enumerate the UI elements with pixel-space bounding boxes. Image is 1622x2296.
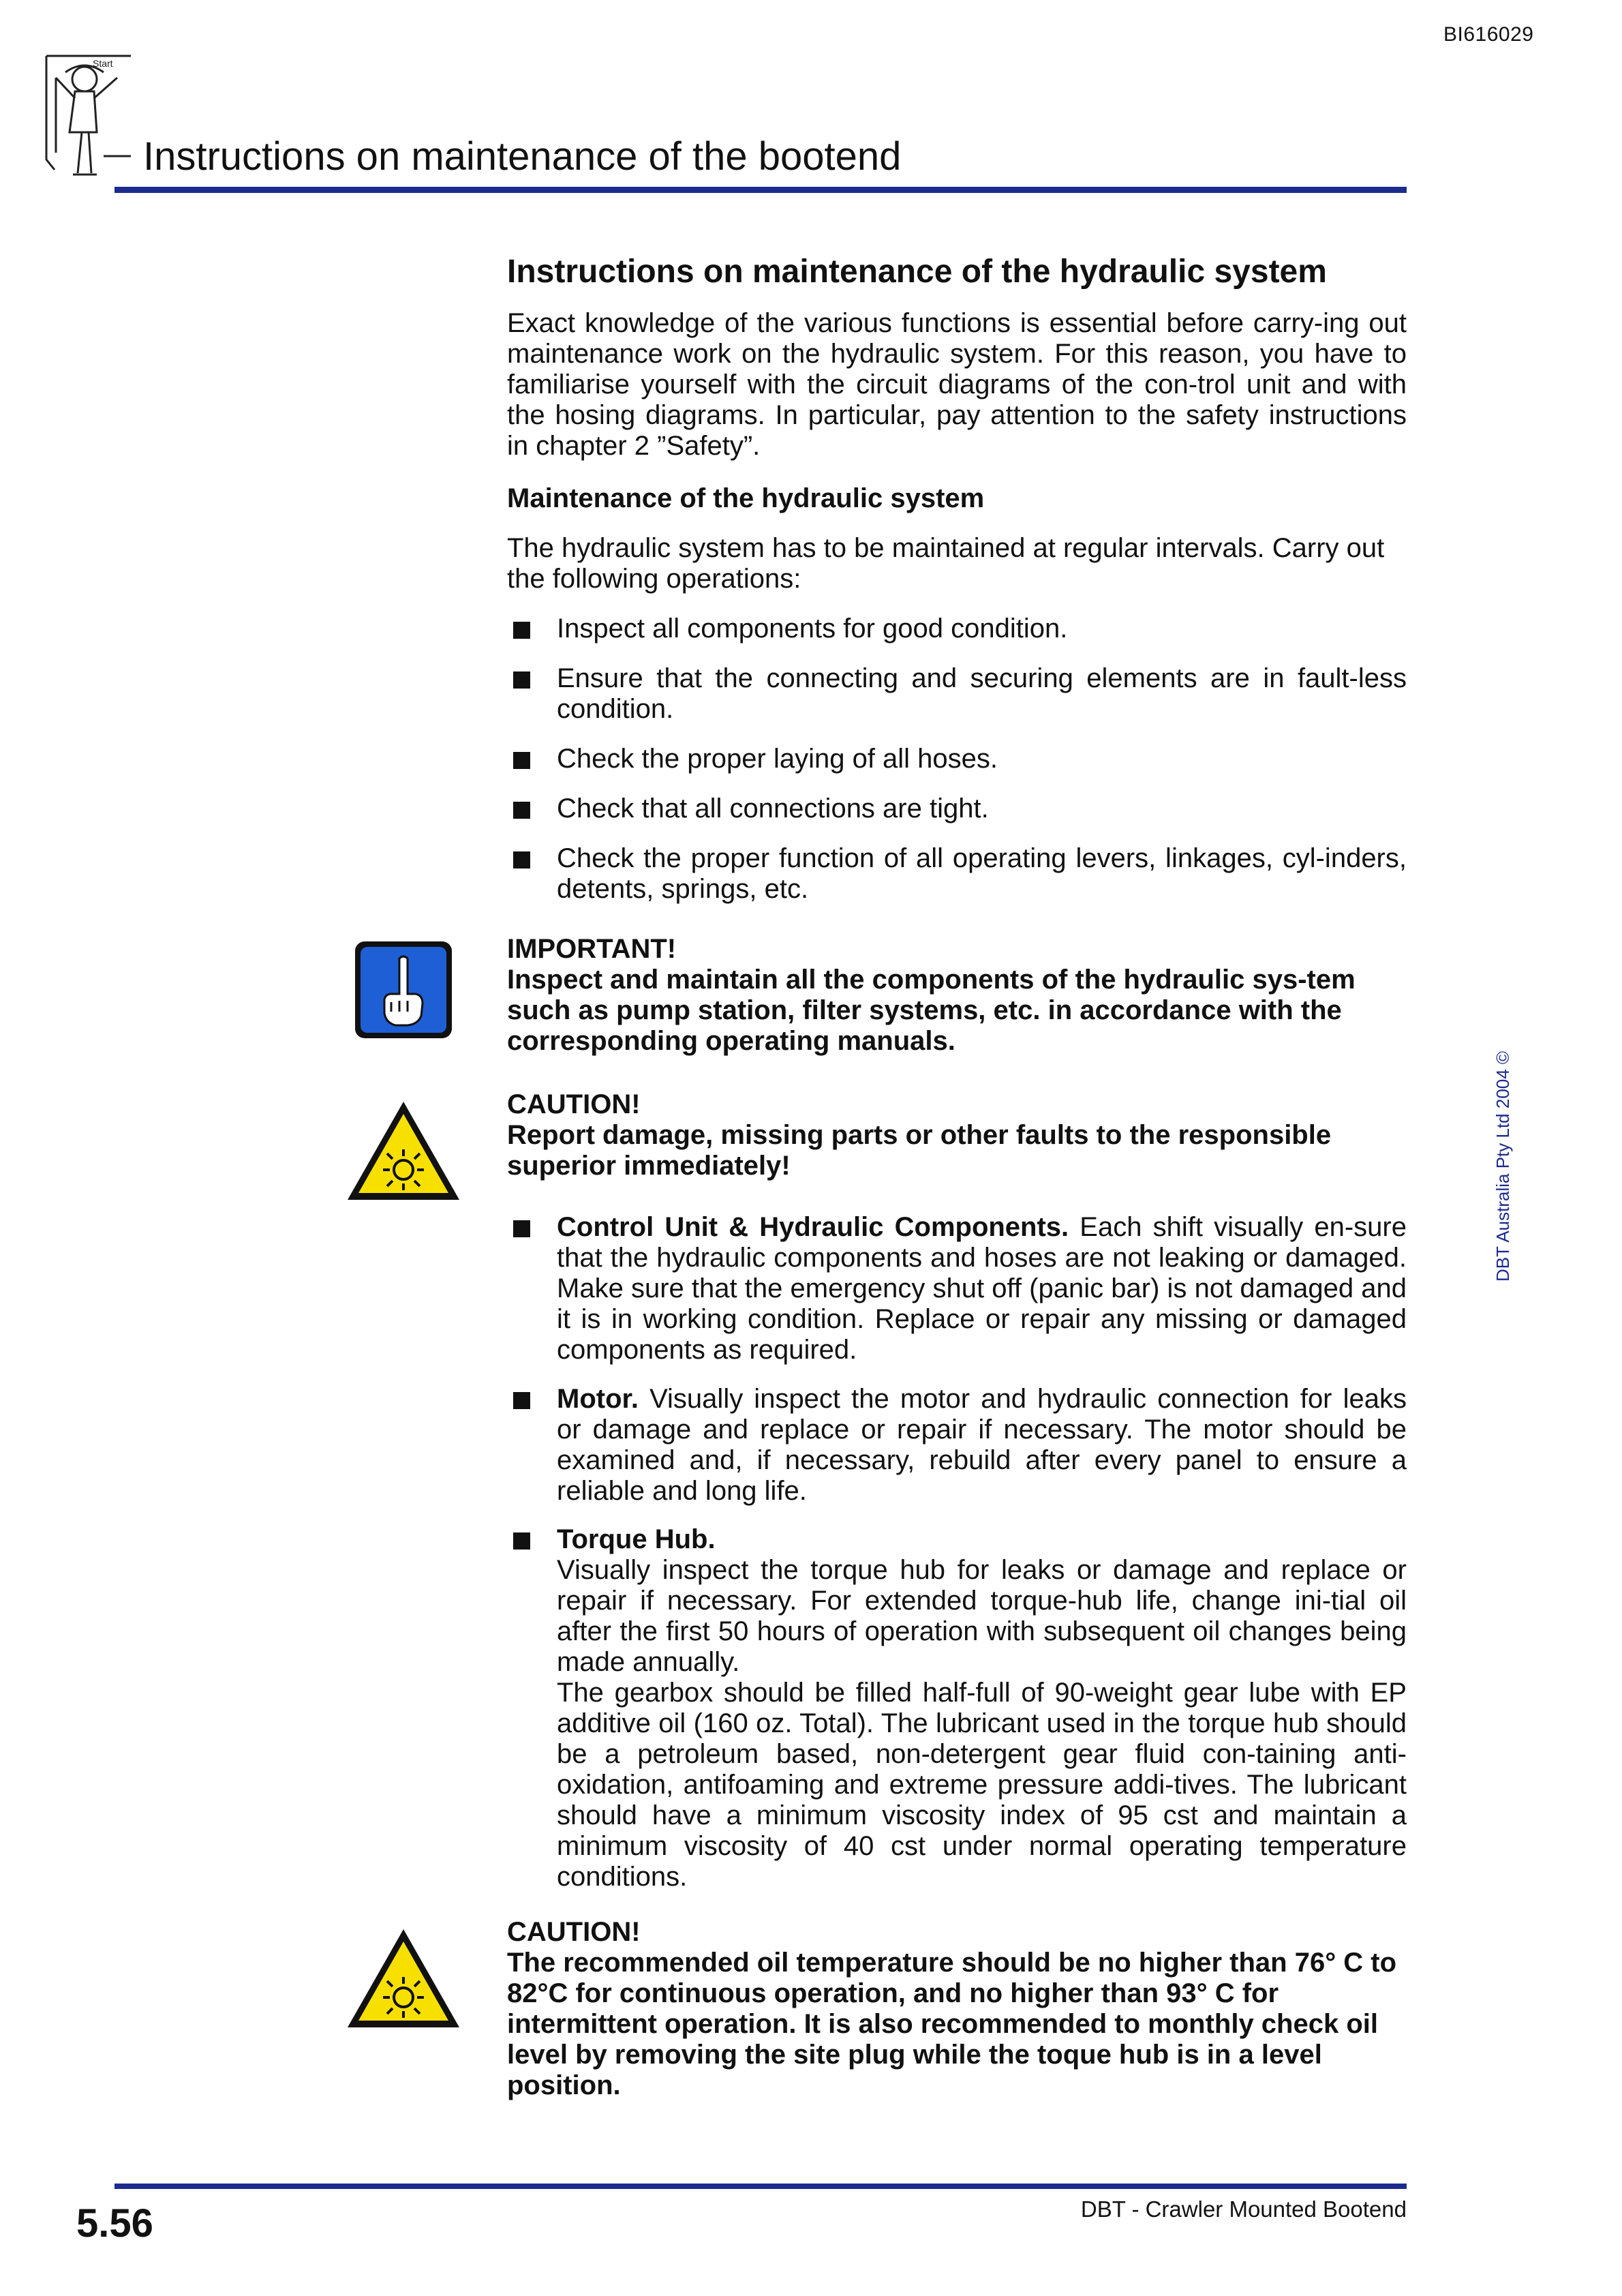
document-id: BI616029 xyxy=(1443,23,1534,46)
operation-text: Ensure that the connecting and securing elements are in fault-less condition. xyxy=(557,663,1407,724)
start-figure-logo-icon xyxy=(42,50,138,187)
bullet-square-icon xyxy=(513,671,530,689)
caution-label: CAUTION! xyxy=(507,1917,641,1947)
header-divider xyxy=(114,187,1407,193)
caution-text: Report damage, missing parts or other faults to the responsible superior immediately! xyxy=(507,1120,1332,1181)
operation-text: Check the proper laying of all hoses. xyxy=(557,744,998,774)
operation-item xyxy=(507,843,1407,905)
operation-text: Check the proper function of all operating levers, linkages, cyl-inders, detents, springs, etc. xyxy=(557,843,1407,904)
component-title: Control Unit & Hydraulic Components. xyxy=(557,1212,1069,1242)
caution-text: The recommended oil temperature should be no higher than 76° C to 82°C for continuous operation, and no higher than 93° C for intermittent operation. It is also recommended to monthly check oil level by removing the site plug while the toque hub is in a level position. xyxy=(507,1948,1397,2100)
component-item xyxy=(507,1384,1407,1507)
page-number: 5.56 xyxy=(76,2201,153,2246)
pointing-finger-icon xyxy=(353,939,454,1040)
component-title: Motor. xyxy=(557,1384,639,1414)
bullet-square-icon xyxy=(513,622,530,639)
maintenance-intro-block xyxy=(507,533,1407,594)
intro-paragraph-block xyxy=(507,308,1407,462)
component-text: Each shift visually en-sure that the hydraulic components and hoses are not leaking or damaged. Make sure that the emergency shut off (panic bar) is not damaged and it is in working condition. Replace or repair any missing or damaged components as required. xyxy=(557,1212,1407,1365)
operation-text: Inspect all components for good condition. xyxy=(557,614,1068,644)
important-notice xyxy=(507,934,1407,1057)
caution-label: CAUTION! xyxy=(507,1089,641,1119)
maintenance-intro: The hydraulic system has to be maintained at regular intervals. Carry out the following operations: xyxy=(507,533,1385,594)
page-header-title: Instructions on maintenance of the bootend xyxy=(143,134,902,179)
bullet-square-icon xyxy=(513,802,530,819)
warning-triangle-icon xyxy=(345,1099,462,1203)
footer-divider xyxy=(114,2184,1407,2189)
bullet-square-icon xyxy=(513,851,530,868)
caution-notice-1 xyxy=(507,1089,1407,1181)
subheading-block xyxy=(507,481,1407,515)
copyright-notice: DBT Australia Pty Ltd 2004 © xyxy=(1493,1051,1513,1282)
operation-item xyxy=(507,794,1407,824)
intro-paragraph: Exact knowledge of the various functions is essential before carry-ing out maintenance work on the hydraulic system. For this reason, you have to familiarise yourself with the circuit diagrams of the con-trol unit and with the hosing diagrams. In particular, pay attention to the safety instructions in chapter 2 ”Safety”. xyxy=(507,308,1407,461)
footer-title: DBT - Crawler Mounted Bootend xyxy=(1080,2196,1407,2222)
bullet-square-icon xyxy=(513,752,530,769)
caution-notice-2 xyxy=(507,1917,1407,2101)
section-title: Instructions on maintenance of the hydraulic system xyxy=(507,254,1327,290)
bullet-square-icon xyxy=(513,1392,530,1409)
component-text: Visually inspect the torque hub for leaks or damage and replace or repair if necessary. For extended torque-hub life, change ini-tial oil after the first 50 hours of operation with subsequent oil changes being made annually. xyxy=(557,1555,1407,1677)
component-title: Torque Hub. xyxy=(557,1524,716,1554)
important-text: Inspect and maintain all the components of the hydraulic sys-tem such as pump station, filter systems, etc. in accordance with the corresponding operating manuals. xyxy=(507,965,1356,1056)
operation-text: Check that all connections are tight. xyxy=(557,794,989,824)
bullet-square-icon xyxy=(513,1220,530,1237)
operation-item xyxy=(507,614,1407,644)
svg-text:Start: Start xyxy=(93,58,113,69)
operation-item xyxy=(507,744,1407,774)
operation-item xyxy=(507,663,1407,725)
component-item xyxy=(507,1212,1407,1365)
maintenance-subheading: Maintenance of the hydraulic system xyxy=(507,483,985,513)
component-text-continued: The gearbox should be filled half-full of 90-weight gear lube with EP additive oil (160 oz. Total). The lubricant used in the torque hub should be a petroleum based, non-detergent gear fluid con-taining anti-oxidation, antifoaming and extreme pressure addi-tives. The lubricant should have a minimum viscosity index of 95 cst and maintain a minimum viscosity of 40 cst under normal operating temperature conditions. xyxy=(557,1678,1407,1892)
important-label: IMPORTANT! xyxy=(507,934,677,964)
bullet-square-icon xyxy=(513,1532,530,1550)
component-text: Visually inspect the motor and hydraulic connection for leaks or damage and replace or repair if necessary. The motor should be examined and, if necessary, rebuild after every panel to ensure a reliable and long life. xyxy=(557,1384,1407,1506)
section-heading-block xyxy=(507,252,1407,292)
warning-triangle-icon xyxy=(345,1927,462,2030)
component-item xyxy=(507,1524,1407,1892)
